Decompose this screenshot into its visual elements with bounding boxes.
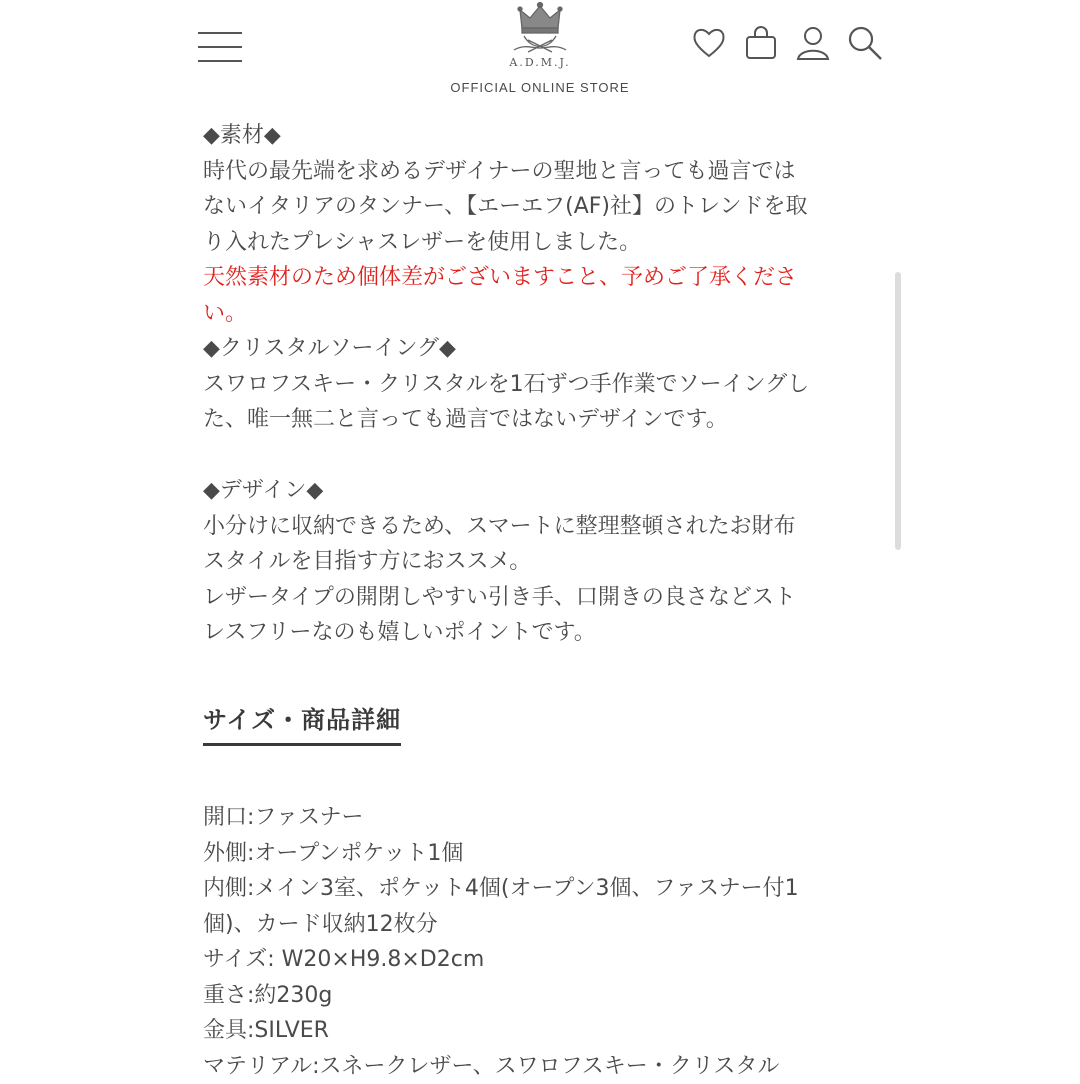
spec-item: サイズ: W20×H9.8×D2cm xyxy=(203,942,883,978)
spec-item: 外側:オープンポケット1個 xyxy=(203,836,883,872)
spec-item: 開口:ファスナー xyxy=(203,800,883,836)
search-icon[interactable] xyxy=(846,24,884,62)
description-line: り入れたプレシャスレザーを使用しました。 xyxy=(203,225,883,261)
spacer xyxy=(203,438,883,474)
description-line: レザータイプの開閉しやすい引き手、口開きの良さなどスト xyxy=(203,580,883,616)
store-name: OFFICIAL ONLINE STORE xyxy=(0,80,1080,95)
user-icon[interactable] xyxy=(794,24,832,62)
notice-line: い。 xyxy=(203,296,883,332)
description-line: スタイルを目指す方におススメ。 xyxy=(203,544,883,580)
section-title-size-details: サイズ・商品詳細 xyxy=(203,700,401,746)
spec-item: 金具:SILVER xyxy=(203,1013,883,1049)
description-line: 小分けに収納できるため、スマートに整理整頓されたお財布 xyxy=(203,509,883,545)
spec-item: 内側:メイン3室、ポケット4個(オープン3個、ファスナー付1 xyxy=(203,871,883,907)
spec-item: マテリアル:スネークレザー、スワロフスキー・クリスタル xyxy=(203,1049,883,1084)
description-line: 時代の最先端を求めるデザイナーの聖地と言っても過言では xyxy=(203,154,883,190)
scrollbar[interactable] xyxy=(895,272,901,550)
description-line: レスフリーなのも嬉しいポイントです。 xyxy=(203,615,883,651)
description-line: ないイタリアのタンナー、【エーエフ(AF)社】のトレンドを取 xyxy=(203,189,883,225)
bag-icon[interactable] xyxy=(742,24,780,62)
product-description xyxy=(203,118,883,651)
description-line: た、唯一無二と言っても過言ではないデザインです。 xyxy=(203,402,883,438)
spec-list xyxy=(203,800,883,1084)
heading-design: ◆デザイン◆ xyxy=(203,473,883,509)
heart-icon[interactable] xyxy=(690,24,728,62)
heading-crystal-sewing: ◆クリスタルソーイング◆ xyxy=(203,331,883,367)
heading-material: ◆素材◆ xyxy=(203,118,883,154)
notice-line: 天然素材のため個体差がございますこと、予めご了承くださ xyxy=(203,260,883,296)
spec-item: 個)、カード収納12枚分 xyxy=(203,907,883,943)
site-header xyxy=(0,0,1080,110)
spec-item: 重さ:約230g xyxy=(203,978,883,1014)
description-line: スワロフスキー・クリスタルを1石ずつ手作業でソーイングし xyxy=(203,367,883,403)
brand-abbreviation: A.D.M.J. xyxy=(0,56,1080,69)
